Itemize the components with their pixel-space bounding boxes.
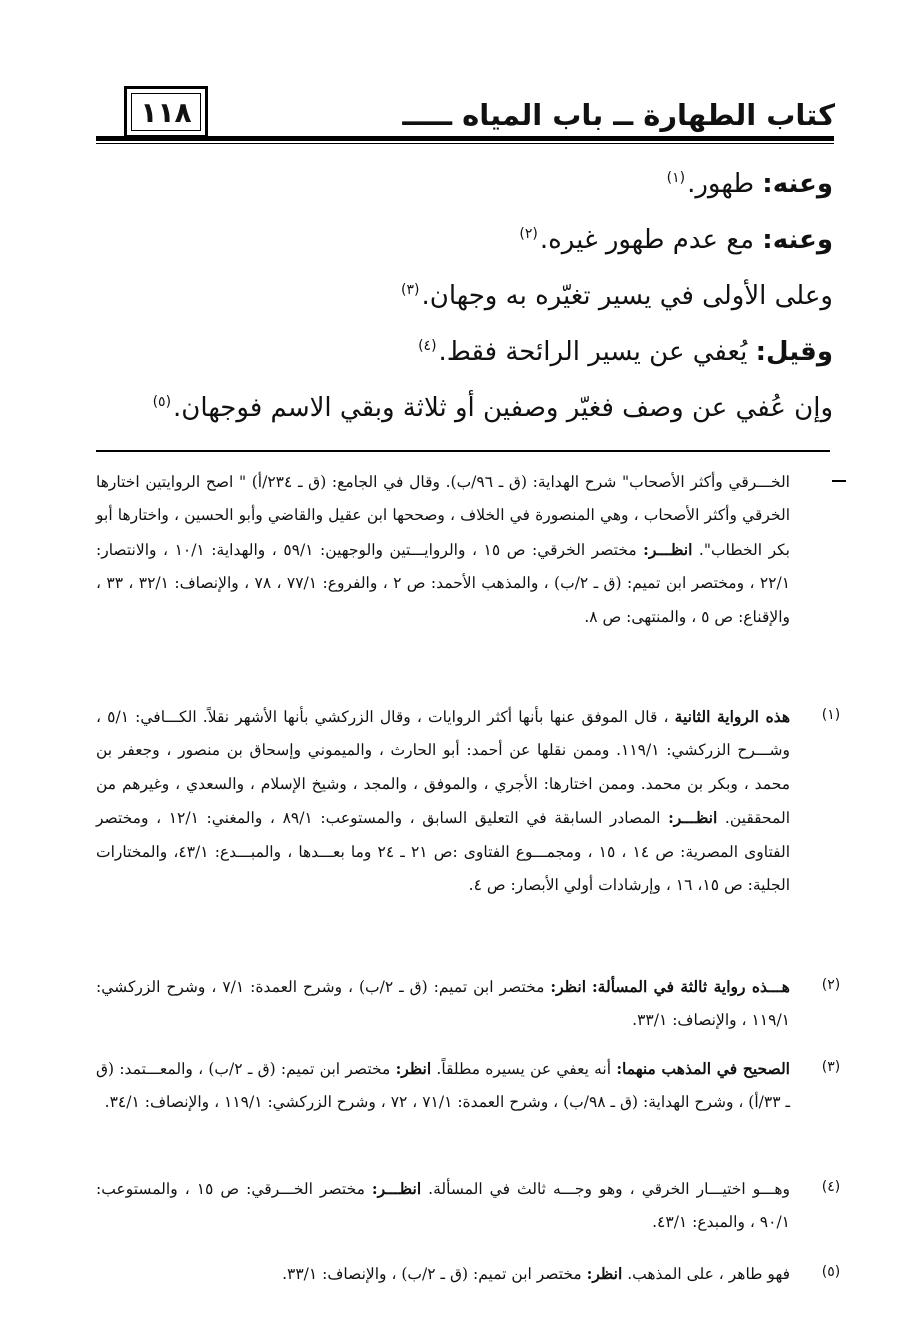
- footnote-bold-text: انظـــر:: [371, 1179, 422, 1198]
- footnote-number: (٤): [821, 1179, 841, 1195]
- footnote-text: [96, 1172, 790, 1240]
- main-line-text: وعلى الأولى في يسير تغيّره به وجهان.: [421, 281, 833, 311]
- footnote-bold-text: الصحيح في المذهب منهما:: [616, 1059, 790, 1078]
- page-number: ١١٨: [140, 95, 192, 129]
- footnote-text-run: مختصر الخرقي: ص ١٥ ، والروايـــتين والوجهين: ٥٩/١ ، والهداية: ١٠/١ ، والانتصار: ٢٢/١ ، ومختصر ابن تميم: (ق ـ ٢/ب) ، والمذهب الأحمد: ص ٢ ، والفروع: ٧٧/١ ، ٧٨ ، والإنصاف: ٣٢/١ ، ٣٣ ، والإقناع: ص ٥ ، والمنتهى: ص ٨.: [96, 540, 791, 626]
- main-line-lead: وعنه:: [762, 225, 833, 255]
- footnote-3: [96, 1052, 841, 1120]
- page-number-box: [124, 86, 208, 138]
- footnote-ref: (٢): [519, 226, 538, 242]
- main-line-1: [113, 158, 833, 204]
- footnote-text-run: مختصر الخـــرقي: ص ١٥ ، والمستوعب: ٩٠/١ ، والمبدع: ٤٣/١.: [96, 1180, 790, 1232]
- footnote-number: (١): [821, 707, 841, 723]
- main-line-3: [113, 270, 833, 316]
- continuation-marker: [832, 480, 846, 482]
- footnote-2: [96, 970, 841, 1038]
- header-rule-thin: [96, 143, 834, 144]
- main-line-text: مع عدم طهور غيره.: [539, 225, 763, 255]
- footnote-continuation: [96, 466, 790, 634]
- footnote-bold-text: انظر:: [395, 1059, 432, 1078]
- main-line-text: طهور.: [687, 169, 763, 199]
- footnote-text-run: الخـــرقي وأكثر الأصحاب" شرح الهداية: (ق ـ ٩٦/ب). وقال في الجامع: (ق ـ ٢٣٤/أ) " اصح الروايتين اختارها الخرقي وأكثر الأصحاب ، وهي المنصورة في الخلاف ، وصححها ابن عقيل والقاضي وأبو الحسين ، واختارها أبو بكر الخطاب".: [96, 473, 790, 559]
- footnote-ref: (٤): [418, 338, 437, 354]
- footnote-text-run: مختصر ابن تميم: (ق ـ ٢/ب) ، والإنصاف: ٣٣/١.: [282, 1265, 587, 1283]
- footnote-bold-text: هـــذه رواية ثالثة في المسألة:: [591, 977, 790, 996]
- main-line-text: يُعفي عن يسير الرائحة فقط.: [438, 337, 756, 367]
- footnote-bold-text: انظـــر:: [668, 808, 718, 828]
- main-line-lead: وعنه:: [762, 169, 833, 199]
- footnote-bold-text: انظر:: [550, 977, 586, 996]
- footnote-text: [96, 466, 790, 634]
- footnote-text-run: المصادر السابقة في التعليق السابق ، والمستوعب: ٨٩/١ ، والمغني: ١٢/١ ، ومختصر الفتاوى المصرية: ص ١٤ ، ١٥ ، ومجمـــوع الفتاوى :ص ٢١ ـ ٢٤ وما بعـــدها ، والمبـــدع: ٤٣/١، والمختارات الجلية: ص ١٥، ١٦ ، وإرشادات أولي الأبصار: ص ٤.: [96, 809, 790, 895]
- footnote-text: [96, 1257, 790, 1291]
- footnote-text-run: مختصر ابن تميم: (ق ـ ٢/ب) ، وشرح العمدة: ٧/١ ، وشرح الزركشي: ١١٩/١ ، والإنصاف: ٣٣/١.: [96, 978, 790, 1030]
- footnote-bold-text: هذه الرواية الثانية: [674, 707, 791, 726]
- main-line-text: وإن عُفي عن وصف فغيّر وصفين أو ثلاثة وبقي الاسم فوجهان.: [173, 393, 833, 423]
- footnote-text-run: فهو طاهر ، على المذهب.: [622, 1265, 790, 1283]
- footnote-bold-text: انظـــر:: [643, 539, 693, 559]
- footnote-text-run: مختصر ابن تميم: (ق ـ ٢/ب) ، والمعـــتمد: (ق ـ ٣٣/أ) ، وشرح الهداية: (ق ـ ٩٨/ب) ، وشرح العمدة: ٧١/١ ، ٧٢ ، وشرح الزركشي: ١١٩/١ ، والإنصاف: ٣٤/١.: [96, 1060, 790, 1112]
- footnote-separator: [96, 450, 830, 452]
- main-line-lead: وقيل:: [755, 337, 833, 367]
- page-number-inner-frame: [131, 93, 201, 131]
- footnote-5: [96, 1257, 841, 1291]
- running-title: كتاب الطهارة ــ باب المياه ـــــ: [402, 98, 835, 132]
- main-line-4: [113, 326, 833, 372]
- footnote-ref: (١): [666, 170, 686, 186]
- footnote-text: [96, 700, 790, 902]
- header-rule-thick: [96, 136, 834, 141]
- footnote-ref: (٥): [152, 394, 172, 410]
- footnote-bold-text: انظر:: [586, 1264, 623, 1283]
- footnote-text: [96, 970, 790, 1038]
- footnote-text-run: وهـــو اختيـــار الخرقي ، وهو وجـــه ثالث في المسألة.: [421, 1180, 790, 1198]
- footnote-1: [96, 700, 841, 902]
- main-line-2: [113, 214, 833, 260]
- footnote-ref: (٣): [401, 282, 420, 298]
- main-line-5: [113, 382, 833, 428]
- footnote-number: (٢): [821, 977, 841, 993]
- footnote-text-run: ، قال الموفق عنها بأنها أكثر الروايات ، وقال الزركشي بأنها الأشهر نقلاً. الكـــافي: ٥/١ ، وشـــرح الزركشي: ١١٩/١. وممن نقلها عن أحمد: أبو الحارث ، والميموني وإسحاق بن منصور ، وجعفر بن محمد ، وبكر بن محمد. وممن اختارها: الأجري ، والموفق ، والمجد ، وشيخ الإسلام ، والسعدي ، وغيرهم من المحققين.: [96, 708, 790, 828]
- footnote-number: (٥): [821, 1264, 841, 1280]
- footnote-number: (٣): [821, 1059, 841, 1075]
- footnote-text-run: أنه يعفي عن يسيره مطلقاً.: [431, 1060, 617, 1078]
- footnote-text: [96, 1052, 790, 1120]
- footnote-4: [96, 1172, 841, 1240]
